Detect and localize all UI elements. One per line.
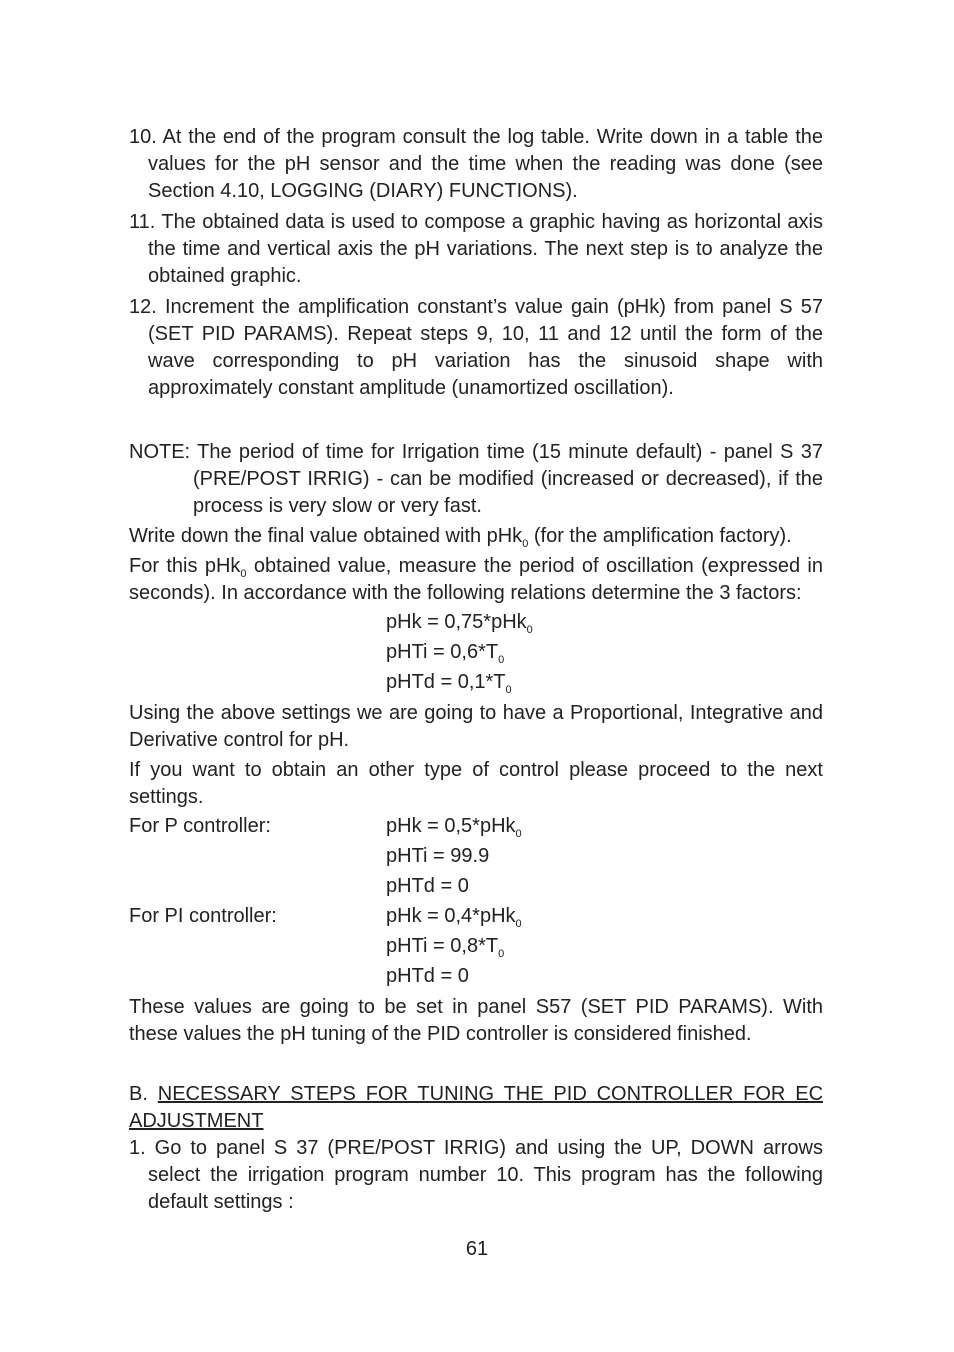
formula-phtd bbox=[129, 667, 823, 697]
for-this-text-b: obtained value, measure the period of oscillation (expressed in seconds). In accordance with the following relations determine the 3 factors: bbox=[129, 555, 823, 604]
subscript: 0 bbox=[240, 568, 247, 580]
section-b-step-1: 1. Go to panel S 37 (PRE/POST IRRIG) and using the UP, DOWN arrows select the irrigation program number 10. This program has the following default settings : bbox=[129, 1137, 823, 1213]
p-controller-phtd: pHTd = 0 bbox=[386, 875, 469, 897]
spacer bbox=[129, 406, 823, 439]
subscript: 0 bbox=[522, 538, 529, 550]
p-controller-row-2 bbox=[129, 841, 823, 871]
formula-phk bbox=[129, 607, 823, 637]
pi-controller-phk bbox=[386, 901, 522, 931]
formula-text: pHTi = 0,6*T bbox=[386, 641, 499, 663]
p-controller-phti: pHTi = 99.9 bbox=[386, 845, 490, 867]
formula-text: pHTd = 0,1*T bbox=[386, 671, 506, 693]
p-controller-phk bbox=[386, 811, 522, 841]
subscript: 0 bbox=[505, 684, 512, 696]
p-controller-row-1 bbox=[129, 811, 823, 841]
formula-text: pHTi = 0,8*T bbox=[386, 935, 499, 957]
formula-text: pHk = 0,4*pHk bbox=[386, 905, 516, 927]
if-paragraph: If you want to obtain an other type of control please proceed to the next settings. bbox=[129, 759, 823, 808]
p-controller-row-3 bbox=[129, 871, 823, 901]
these-values-paragraph: These values are going to be set in panel S57 (SET PID PARAMS). With these values the pH tuning of the PID controller is considered finished. bbox=[129, 996, 823, 1045]
section-b-prefix: B. bbox=[129, 1083, 158, 1105]
for-this-text-a: For this pHk bbox=[129, 555, 241, 577]
spacer bbox=[129, 1048, 823, 1081]
using-paragraph: Using the above settings we are going to have a Proportional, Integrative and Derivative control for pH. bbox=[129, 702, 823, 751]
section-b-heading bbox=[129, 1081, 823, 1135]
formula-text: pHk = 0,5*pHk bbox=[386, 815, 516, 837]
step-10: 10. At the end of the program consult the log table. Write down in a table the values for the pH sensor and the time when the reading was done (see Section 4.10, LOGGING (DIARY) FUNCTIONS). bbox=[129, 126, 823, 202]
subscript: 0 bbox=[498, 654, 505, 666]
pi-controller-row-1 bbox=[129, 901, 823, 931]
write-down-paragraph bbox=[129, 523, 823, 550]
pi-controller-row-2 bbox=[129, 931, 823, 961]
pi-controller-phti bbox=[386, 931, 504, 961]
subscript: 0 bbox=[515, 918, 522, 930]
section-b-title: NECESSARY STEPS FOR TUNING THE PID CONTROLLER FOR EC ADJUSTMENT bbox=[129, 1083, 824, 1132]
note-label: NOTE: bbox=[129, 441, 191, 463]
pi-controller-row-3 bbox=[129, 961, 823, 991]
step-12: 12. Increment the amplification constant’s value gain (pHk) from panel S 57 (SET PID PARAMS). Repeat steps 9, 10, 11 and 12 until the form of the wave corresponding to pH variation has the sinusoid shape with approximately constant amplitude (unamortized oscillation). bbox=[129, 296, 823, 399]
note-paragraph bbox=[129, 439, 823, 520]
pi-controller-label: For PI controller: bbox=[129, 905, 277, 927]
p-controller-label: For P controller: bbox=[129, 815, 271, 837]
page-number: 61 bbox=[465, 1238, 489, 1260]
step-11: 11. The obtained data is used to compose a graphic having as horizontal axis the time and vertical axis the pH variations. The next step is to analyze the obtained graphic. bbox=[129, 211, 823, 287]
manual-page bbox=[129, 124, 823, 1220]
formula-phti bbox=[129, 637, 823, 667]
subscript: 0 bbox=[526, 624, 533, 636]
subscript: 0 bbox=[515, 828, 522, 840]
pi-controller-phtd: pHTd = 0 bbox=[386, 965, 469, 987]
note-text: The period of time for Irrigation time (15 minute default) - panel S 37 (PRE/POST IRRIG) - can be modified (increased or decreased), if the process is very slow or very fast. bbox=[190, 441, 823, 517]
write-down-text-b: (for the amplification factory). bbox=[528, 525, 792, 547]
for-this-paragraph bbox=[129, 553, 823, 607]
write-down-text-a: Write down the final value obtained with pHk bbox=[129, 525, 523, 547]
subscript: 0 bbox=[498, 948, 505, 960]
formula-text: pHk = 0,75*pHk bbox=[386, 611, 527, 633]
